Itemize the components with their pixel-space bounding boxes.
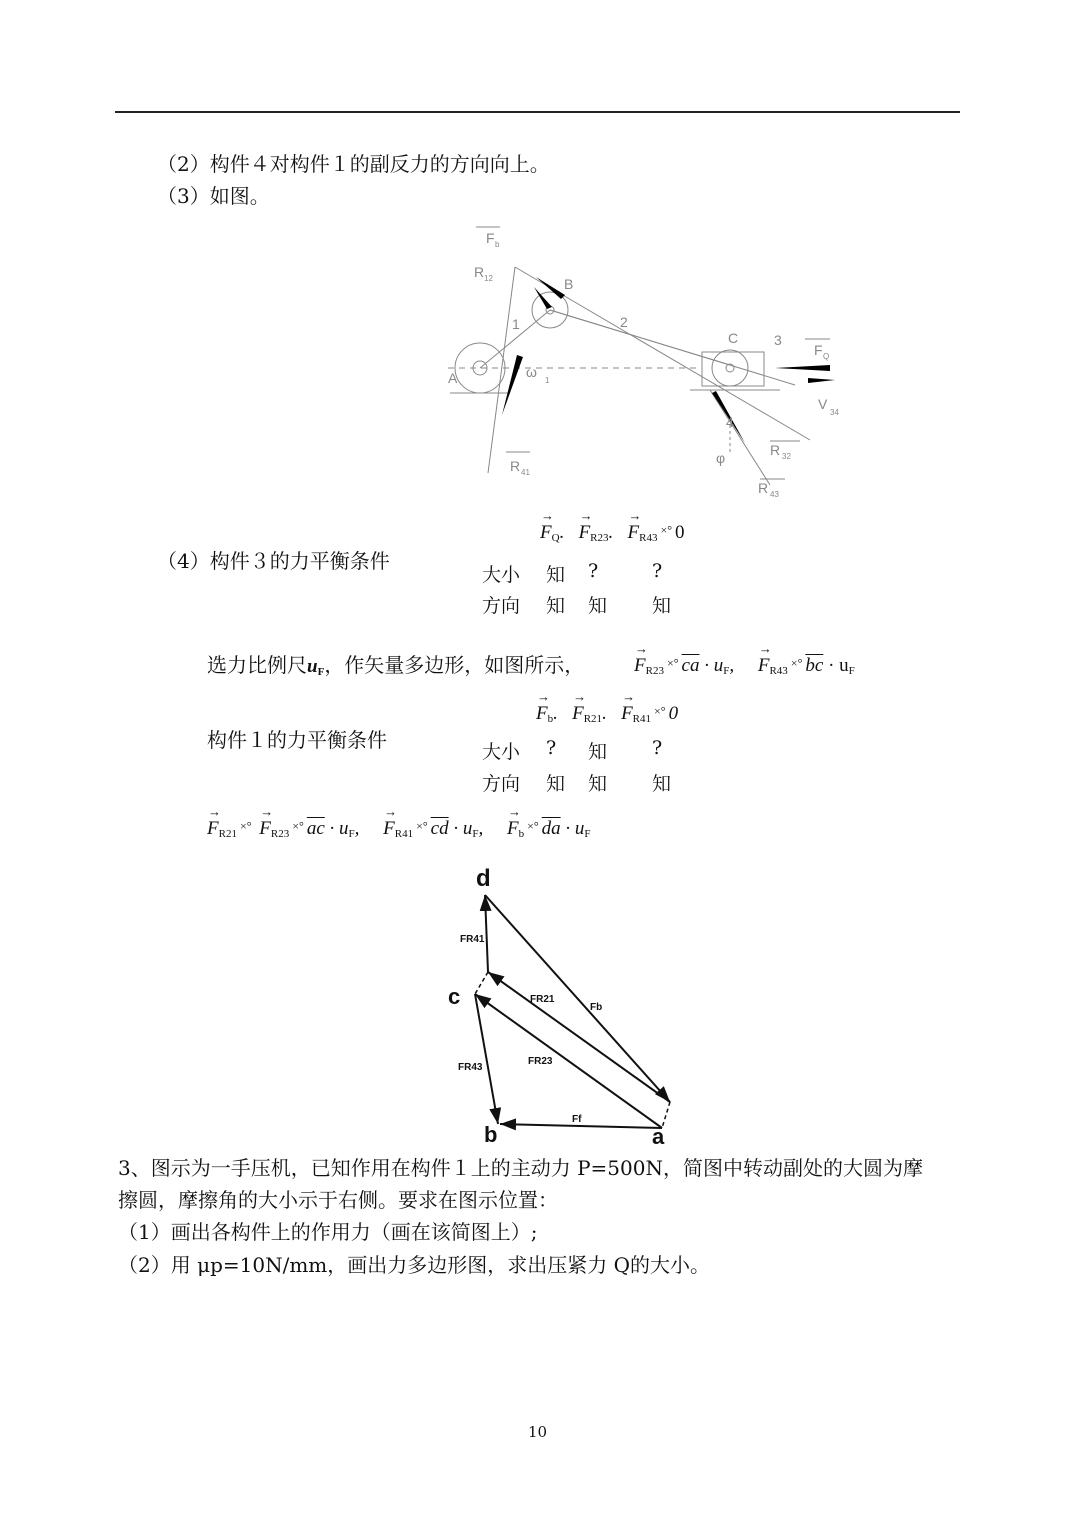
scale-sentence-start: 选力比例尺: [207, 653, 307, 677]
question-3-line-1: 3、图示为一手压机，已知作用在构件１上的主动力 P=500N，简图中转动副处的大圆为摩: [118, 1156, 923, 1180]
question-3-line-2: 擦圆，摩擦角的大小示于右侧。要求在图示位置：: [118, 1188, 558, 1212]
label-fb: Fb: [590, 1002, 603, 1013]
table3-dir-label: 方向: [482, 595, 521, 617]
label-fr23: FR23: [528, 1056, 553, 1067]
page-number: 10: [528, 1423, 548, 1441]
label-r43-sub: 43: [770, 490, 779, 499]
table1-cell: 知: [546, 773, 566, 795]
table1-size-label: 大小: [482, 741, 521, 763]
table3-cell: 知: [546, 595, 566, 617]
label-fr41: FR41: [460, 934, 485, 945]
table3-cell: ?: [652, 560, 663, 582]
scale-sentence: 选力比例尺$u_F$，作矢量多边形，如图所示，: [207, 653, 585, 678]
label-b: B: [564, 276, 574, 292]
question-3-item-2: （2）用 μp=10N/mm，画出力多边形图，求出压紧力 Q的大小。: [118, 1253, 711, 1277]
label-c: C: [728, 330, 739, 346]
label-fb-sub: b: [495, 240, 500, 249]
slider-3: [702, 352, 764, 386]
table3-size-label: 大小: [482, 564, 521, 586]
question-3-item-1: （1）画出各构件上的作用力（画在该简图上）;: [118, 1220, 538, 1244]
table1-cell: ?: [652, 737, 663, 759]
vertex-c: c: [448, 984, 461, 1009]
header-rule: [115, 111, 960, 113]
table1-cell: 知: [588, 741, 608, 763]
vertex-a: a: [652, 1124, 665, 1149]
dashed-c: [475, 972, 488, 994]
pivot-c-friction-circle: [712, 350, 748, 386]
vector-fr43: [475, 994, 498, 1124]
table3-cell: 知: [652, 595, 672, 617]
table1-dir-label: 方向: [482, 773, 521, 795]
table1-cell: 知: [588, 773, 608, 795]
label-link-1: 1: [512, 316, 520, 332]
label-r41-sub: 41: [521, 468, 530, 477]
vertex-d: d: [476, 865, 491, 892]
force-arrow-fq: [775, 365, 830, 371]
force-r43-line: [710, 390, 770, 485]
label-r12-sub: 12: [484, 274, 493, 283]
velocity-arrow: [808, 378, 835, 383]
label-link-2: 2: [620, 314, 628, 330]
table3-cell: 知: [546, 564, 566, 586]
link-2-edge: [550, 310, 795, 385]
equation-fr23-fr43: → $F_{R23}^{\times^\circ}$ $\overline{ca} \cdot u_F$, → $F_{R43}^{\times^\circ}$ $\overline{bc} \cdot u_F$: [634, 655, 855, 677]
label-r12: R: [474, 264, 485, 280]
vector-fr41: [485, 895, 488, 972]
label-omega-sub: 1: [545, 376, 550, 385]
label-r41: R: [510, 458, 521, 474]
label-a: A: [448, 370, 458, 386]
label-fr43: FR43: [458, 1062, 483, 1073]
label-fq: F: [814, 342, 823, 358]
vector-fb: [485, 895, 670, 1102]
label-v34: V: [818, 396, 828, 412]
label-r32: R: [770, 442, 781, 458]
equation-zero-1: 0: [668, 703, 679, 724]
label-link-4: 4: [726, 414, 734, 430]
label-ff: Ff: [572, 1114, 582, 1125]
label-v34-sub: 34: [830, 408, 839, 417]
table3-cell: ?: [588, 560, 599, 582]
equation-member-1: → $F_b$. → $F_{R21}$. → $F_{R41}^{\times^\circ}$ 0: [536, 703, 678, 725]
member-1-title: 构件１的力平衡条件: [207, 728, 387, 752]
label-link-3: 3: [774, 332, 782, 348]
line-item-4: （4）构件３的力平衡条件: [157, 549, 390, 573]
vector-fr21: [488, 972, 670, 1102]
label-fq-sub: Q: [823, 352, 830, 361]
equation-member-3: → $F_Q$. → $F_{R23}$. → $F_{R43}^{\times^\circ}$ 0: [540, 522, 685, 544]
label-phi: φ: [716, 450, 726, 466]
table1-cell: ?: [546, 737, 557, 759]
label-r32-sub: 32: [782, 452, 791, 461]
equation-zero: 0: [675, 522, 685, 543]
label-omega: ω: [526, 364, 537, 380]
table3-cell: 知: [588, 595, 608, 617]
line-item-3: （3）如图。: [157, 184, 270, 208]
mechanism-diagram: [440, 215, 860, 505]
force-polygon-diagram: [440, 862, 690, 1152]
label-r43: R: [758, 480, 769, 496]
equation-results: → $F_{R21}^{\times^\circ} \to F_{R23}^{\times^\circ}$ $\overline{ac} \cdot u_F$, → $F_{R41}^{\times^\circ}$ $\overline{cd} \cdot u_F$, → $F_b^{\times^\circ}$ $\overline{da} \cdot u_F$: [207, 818, 591, 840]
label-fb: F: [486, 230, 495, 246]
vertex-b: b: [484, 1122, 498, 1147]
label-fr21: FR21: [530, 994, 555, 1005]
line-item-2: （2）构件４对构件１的副反力的方向向上。: [157, 152, 550, 176]
scale-sentence-rest: ，作矢量多边形，如图所示，: [324, 653, 585, 677]
table1-cell: 知: [652, 773, 672, 795]
force-line: [488, 267, 515, 473]
